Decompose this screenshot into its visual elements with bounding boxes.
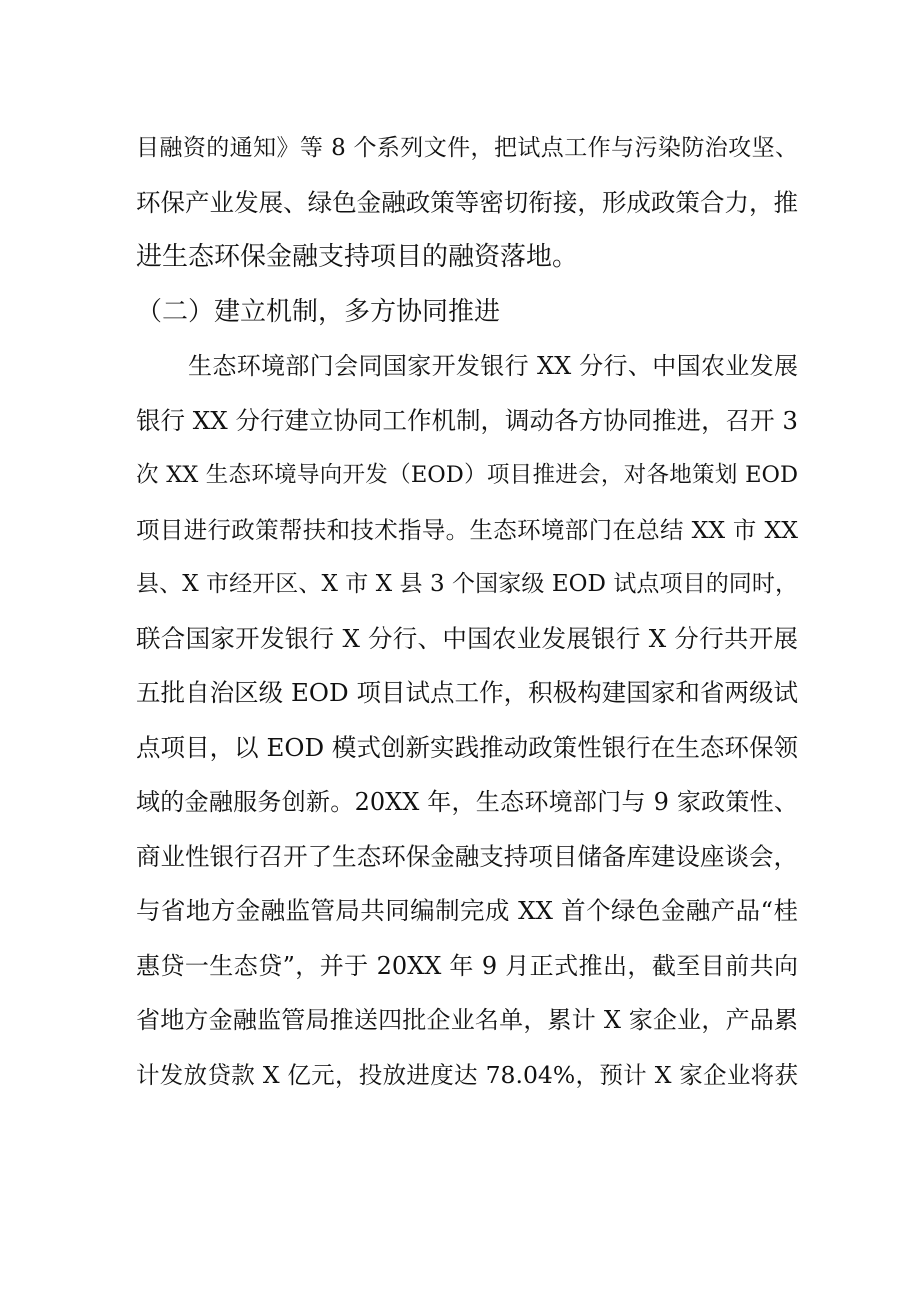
text-line: 生态环境部门会同国家开发银行 XX 分行、中国农业发展 bbox=[188, 352, 798, 380]
text-line: 与省地方金融监管局共同编制完成 XX 首个绿色金融产品“桂 bbox=[136, 896, 798, 925]
text-line: 进生态环保金融支持项目的融资落地。 bbox=[136, 242, 579, 272]
text-line: 点项目，以 EOD 模式创新实践推动政策性银行在生态环保领 bbox=[136, 732, 798, 762]
text-line: 联合国家开发银行 X 分行、中国农业发展银行 X 分行共开展 bbox=[136, 623, 798, 653]
text-line: 五批自治区级 EOD 项目试点工作，积极构建国家和省两级试 bbox=[136, 678, 798, 707]
text-line: 计发放贷款 X 亿元，投放进度达 78.04%，预计 X 家企业将获 bbox=[136, 1060, 798, 1089]
text-line: 商业性银行召开了生态环保金融支持项目储备库建设座谈会， bbox=[136, 841, 798, 871]
body-text bbox=[136, 121, 798, 1102]
text-line: 县、X 市经开区、X 市 X 县 3 个国家级 EOD 试点项目的同时， bbox=[136, 571, 798, 597]
section-heading: （二）建立机制，多方协同推进 bbox=[136, 296, 501, 327]
text-line: 项目进行政策帮扶和技术指导。生态环境部门在总结 XX 市 XX bbox=[136, 515, 798, 544]
text-line: 域的金融服务创新。20XX 年，生态环境部门与 9 家政策性、 bbox=[136, 788, 798, 816]
text-line: 环保产业发展、绿色金融政策等密切衔接，形成政策合力，推 bbox=[136, 187, 798, 217]
text-line: 次 XX 生态环境导向开发（EOD）项目推进会，对各地策划 EOD bbox=[136, 462, 798, 488]
text-line: 银行 XX 分行建立协同工作机制，调动各方协同推进，召开 3 bbox=[136, 405, 798, 435]
text-line: 省地方金融监管局推送四批企业名单，累计 X 家企业，产品累 bbox=[136, 1006, 798, 1034]
text-line: 惠贷一生态贷”，并于 20XX 年 9 月正式推出，截至目前共向 bbox=[136, 951, 798, 980]
text-line: 目融资的通知》等 8 个系列文件，把试点工作与污染防治攻坚、 bbox=[136, 135, 798, 161]
